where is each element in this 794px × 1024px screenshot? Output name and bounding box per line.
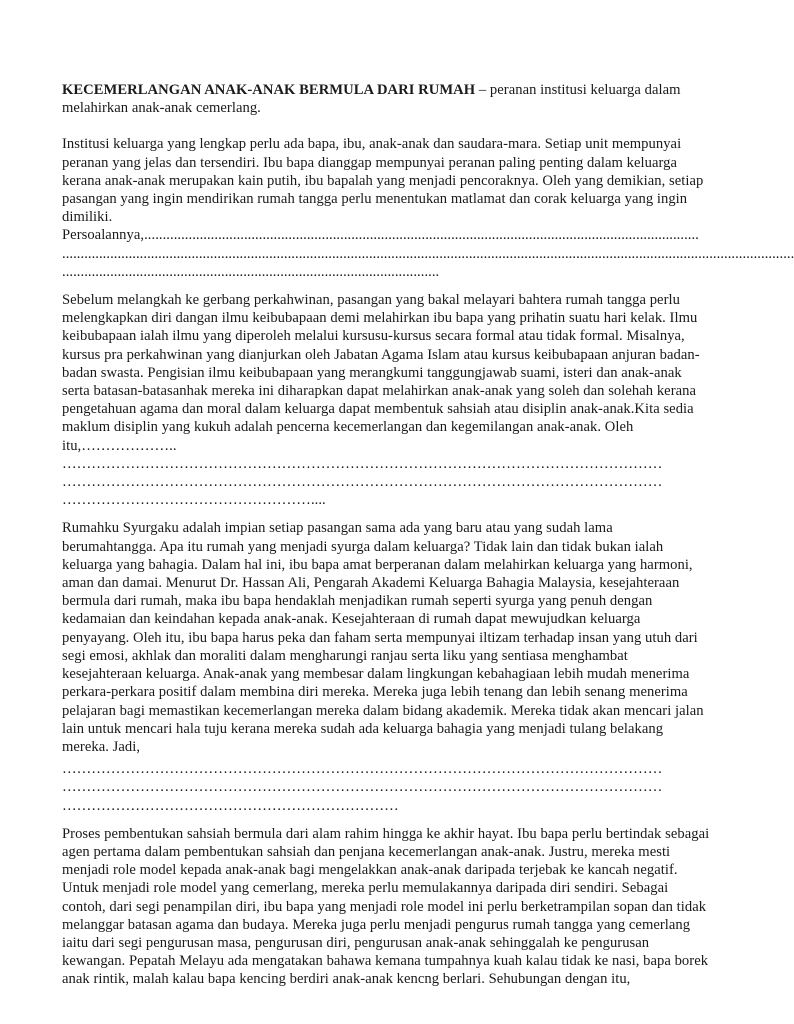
fill-blank: …………………………………………………………… [62,797,399,814]
fill-line [62,226,710,244]
document-subtitle: – peranan institusi keluarga dalam melahirkan anak-anak cemerlang. [62,82,681,117]
fill-blank: …………………………………………….... [62,492,326,509]
paragraph-2-fill-section [62,455,710,510]
document-heading [62,81,710,117]
paragraph-1: Institusi keluarga yang lengkap perlu ada bapa, ibu, anak-anak dan saudara-mara. Setiap unit mempunyai peranan yang jelas dan tersendiri. Ibu bapa dianggap mempunyai peranan paling penting dalam keluarga kerana anak-anak merupakan kain putih, ibu bapalah yang menjadi pencoraknya. Oleh yang demikian, setiap pasangan yang ingin mendirikan rumah tangga perlu menentukan matlamat dan corak keluarga yang ingin dimiliki. [62,136,704,226]
fill-blank: …………………………………………………………………………………………………………… [62,779,663,796]
document-title: KECEMERLANGAN ANAK-ANAK BERMULA DARI RUMAH [62,82,476,98]
paragraph-2 [62,291,710,455]
fill-blank: …………………………………………………………………………………………………………… [62,455,663,472]
fill-blank: ...................................................................................................... [62,263,440,280]
spacer [62,509,710,519]
paragraph-3-fill-section [62,760,710,815]
fill-blank: …………………………………………………………………………………………………………… [62,761,663,778]
fill-blank: ...................................................................................................................................................... [144,227,699,244]
document-page [62,81,794,989]
fill-blank: …………………………………………………………………………………………………………… [62,474,663,491]
paragraph-4: Proses pembentukan sahsiah bermula dari alam rahim hingga ke akhir hayat. Ibu bapa perlu bertindak sebagai agen pertama dalam pembentukan sahsiah dan penjana kecemerlangan anak-anak. Justru, mereka mesti menjadi role model kepada anak-anak bagi mengelakkan anak-anak daripada terjebak ke kancah negatif. Untuk menjadi role model yang cemerlang, mereka perlu memulakannya daripada diri sendiri. Sebagai contoh, dari segi penampilan diri, ibu bapa yang menjadi role model ini perlu berketrampilan sopan dan tidak melanggar batasan agama dan budaya. Mereka juga perlu menjadi pengurus rumah tangga yang cemerlang iaitu dari segi pengurusan masa, pengurusan diri, pengurusan anak-anak sehinggalah ke pengurusan kewangan. Pepatah Melayu ada mengatakan bahawa kemana tumpahnya kuah kalau tidak ke nasi, bapa borek anak rintik, malah kalau bapa kencing berdiri anak-anak kencng berlari. Sehubungan dengan itu, [62,825,710,988]
paragraph-2-text: Sebelum melangkah ke gerbang perkahwinan, pasangan yang bakal melayari bahtera rumah tangga perlu melengkapkan diri dangan ilmu keibubapaan demi melahirkan ibu bapa yang prihatin suatu hari kelak. Ilmu keibubapaan ialah ilmu yang diperoleh melalui kursusu-kursus secara formal atau tidak formal. Misalnya, kursus pra perkahwinan yang dianjurkan oleh Jabatan Agama Islam atau kursus keibubapaan anjuran badan-badan swasta. Pengisian ilmu keibubapaan yang merangkumi tanggungjawab suami, isteri dan anak-anak serta batasan-batasanhak mereka ini diharapkan dapat melahirkan anak-anak yang soleh dan solehah kerana pengetahuan agama dan moral dalam keluarga dapat membentuk sahsiah atau disiplin anak-anak.Kita sedia maklum disiplin yang kukuh adalah pencerna kecemerlangan dan kegemilangan anak-anak. Oleh itu, [62,292,700,454]
fill-blank: ……………….. [81,437,177,454]
fill-blank: ...................................................................................................................................................................................................... [62,245,794,262]
spacer [62,281,710,291]
paragraph-1-fill-section [62,226,794,281]
paragraph-3: Rumahku Syurgaku adalah impian setiap pasangan sama ada yang baru atau yang sudah lama berumahtangga. Apa itu rumah yang menjadi syurga dalam keluarga? Tidak lain dan tidak bukan ialah keluarga yang bahagia. Dalam hal ini, ibu bapa amat berperanan dalam melahirkan keluarga yang harmoni, aman dan damai. Menurut Dr. Hassan Ali, Pengarah Akademi Keluarga Bahagia Malaysia, kesejahteraan bermula dari rumah, maka ibu bapa hendaklah menjadikan rumah seperti syurga yang penuh dengan kedamaian dan keindahan kepada anak-anak. Kesejahteraan di rumah dapat mewujudkan keluarga penyayang. Oleh itu, ibu bapa harus peka dan faham serta mempunyai iltizam terhadap insan yang utuh dari segi emosi, akhlak dan moraliti dalam mengharungi ranjau serta liku yang sentiasa menghambat kesejahteraan keluarga. Anak-anak yang membesar dalam lingkungan kebahagiaan lebih mudah menerima perkara-perkara positif dalam membina diri mereka. Mereka juga lebih tenang dan lebih senang menerima pelajaran bagi memastikan kecemerlangan mereka dalam bidang akademik. Mereka tidak akan mencari jalan lain untuk mencari hala tuju kerana mereka sudah ada keluarga bahagia yang menjadi tulang belakang mereka. Jadi, [62,520,704,755]
fill-prompt: Persoalannya, [62,227,145,244]
spacer [62,815,710,825]
